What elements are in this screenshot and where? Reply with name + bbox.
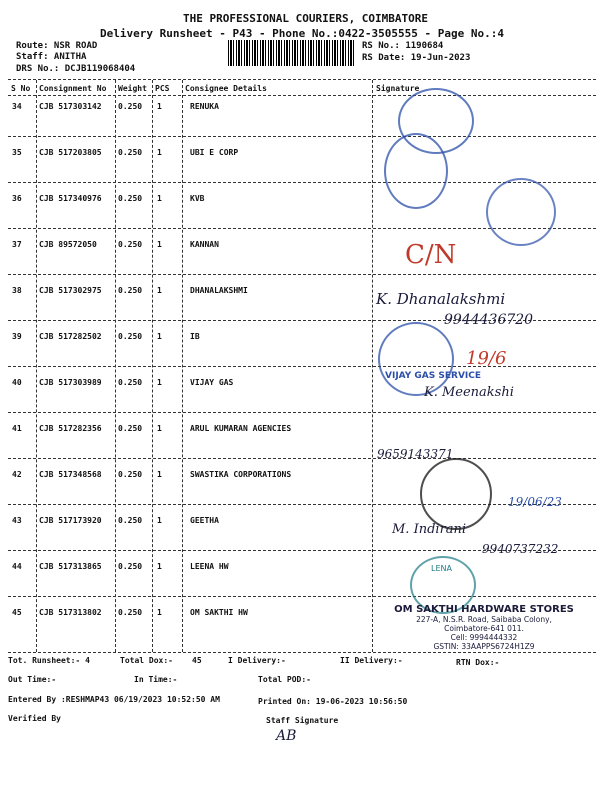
cell-weight: 0.250 (118, 286, 143, 295)
phone-note: 9659143371 (377, 447, 454, 461)
cell-sno: 44 (12, 562, 22, 571)
cell-cons: CJB 517302975 (39, 286, 102, 295)
cell-weight: 0.250 (118, 470, 143, 479)
cell-sno: 45 (12, 608, 22, 617)
cell-sno: 42 (12, 470, 22, 479)
rs-date: RS Date: 19-Jun-2023 (362, 53, 471, 63)
col-header-pcs: PCS (155, 84, 170, 93)
cell-pcs: 1 (157, 286, 162, 295)
total-dox-value: 45 (192, 656, 202, 665)
cell-cons: CJB 517303989 (39, 378, 102, 387)
shop-address: 227-A, N.S.R. Road, Saibaba Colony, (416, 615, 552, 624)
cell-weight: 0.250 (118, 608, 143, 617)
out-time: Out Time:- (8, 675, 57, 684)
cell-pcs: 1 (157, 470, 162, 479)
total-pod: Total POD:- (258, 675, 311, 684)
cell-cons: CJB 517313865 (39, 562, 102, 571)
cell-sno: 40 (12, 378, 22, 387)
cell-consignee: ARUL KUMARAN AGENCIES (190, 424, 292, 433)
cell-consignee: VIJAY GAS (190, 378, 234, 387)
signature: K. Dhanalakshmi (376, 290, 506, 308)
cell-pcs: 1 (157, 194, 162, 203)
cell-sno: 36 (12, 194, 22, 203)
cell-weight: 0.250 (118, 102, 143, 111)
cell-sno: 41 (12, 424, 22, 433)
col-header-signature: Signature (376, 84, 420, 93)
rtn-dox: RTN Dox:- (456, 658, 500, 667)
i-delivery: I Delivery:- (228, 656, 286, 665)
cell-consignee: UBI E CORP (190, 148, 239, 157)
row-divider (8, 366, 596, 367)
col-header-sno: S No (11, 84, 31, 93)
phone-note: 9944436720 (444, 312, 534, 328)
printed-on: Printed On: 19-06-2023 10:56:50 (258, 697, 408, 706)
shop-name: OM SAKTHI HARDWARE STORES (394, 604, 574, 615)
cell-pcs: 1 (157, 332, 162, 341)
cell-consignee: RENUKA (190, 102, 219, 111)
cell-pcs: 1 (157, 562, 162, 571)
cell-sno: 35 (12, 148, 22, 157)
staff-label: Staff: ANITHA (16, 52, 87, 62)
row-divider (8, 412, 596, 413)
total-dox-label: Total Dox:- (120, 656, 173, 665)
cn-mark: C/N (405, 240, 457, 270)
shop-cell: Cell: 9994444332 (450, 633, 518, 642)
cell-cons: CJB 517282356 (39, 424, 102, 433)
cell-sno: 37 (12, 240, 22, 249)
cell-weight: 0.250 (118, 194, 143, 203)
route-label: Route: NSR ROAD (16, 41, 98, 51)
page-subtitle: Delivery Runsheet - P43 - Phone No.:0422-3505555 - Page No.:4 (100, 27, 504, 40)
vijay-gas-stamp: VIJAY GAS SERVICE (385, 371, 482, 381)
cell-pcs: 1 (157, 608, 162, 617)
footer-border (8, 652, 596, 653)
staff-initials: AB (276, 728, 297, 744)
table-top-border (8, 79, 596, 80)
cell-sno: 39 (12, 332, 22, 341)
shop-gst: GSTIN: 33AAPPS6724H1Z9 (433, 642, 535, 651)
karur-vysya-stamp (486, 178, 556, 246)
cell-consignee: LEENA HW (190, 562, 229, 571)
cell-weight: 0.250 (118, 332, 143, 341)
cell-weight: 0.250 (118, 424, 143, 433)
cell-consignee: KANNAN (190, 240, 219, 249)
cell-pcs: 1 (157, 102, 162, 111)
date-mark: 19/6 (466, 348, 507, 369)
in-time: In Time:- (134, 675, 178, 684)
drs-number: DRS No.: DCJB119068404 (16, 64, 136, 74)
lena-stamp-text: LENA (431, 564, 452, 573)
table-header (0, 84, 600, 96)
page-title: THE PROFESSIONAL COURIERS, COIMBATORE (183, 12, 429, 25)
phone-note: 9940737232 (482, 542, 559, 556)
row-divider (8, 596, 596, 597)
col-header-weight: Weight (118, 84, 147, 93)
signature: M. Indirani (392, 522, 467, 537)
tot-runsheet: Tot. Runsheet:- 4 (8, 656, 90, 665)
cell-pcs: 1 (157, 148, 162, 157)
cell-cons: CJB 517173920 (39, 516, 102, 525)
cell-weight: 0.250 (118, 516, 143, 525)
cell-pcs: 1 (157, 240, 162, 249)
cell-cons: CJB 517303142 (39, 102, 102, 111)
cell-sno: 34 (12, 102, 22, 111)
cell-consignee: GEETHA (190, 516, 219, 525)
cell-cons: CJB 517348568 (39, 470, 102, 479)
cell-consignee: OM SAKTHI HW (190, 608, 248, 617)
col-header-consignment: Consignment No (39, 84, 107, 93)
row-divider (8, 274, 596, 275)
cell-consignee: KVB (190, 194, 205, 203)
col-header-consignee: Consignee Details (185, 84, 267, 93)
date-mark: 19/06/23 (508, 495, 562, 509)
cell-cons: CJB 89572050 (39, 240, 97, 249)
cell-pcs: 1 (157, 424, 162, 433)
row-divider (8, 136, 596, 137)
swastika-stamp (420, 458, 492, 530)
cell-consignee: SWASTIKA CORPORATIONS (190, 470, 292, 479)
cell-weight: 0.250 (118, 148, 143, 157)
cell-cons: CJB 517340976 (39, 194, 102, 203)
row-divider (8, 458, 596, 459)
cell-weight: 0.250 (118, 378, 143, 387)
cell-pcs: 1 (157, 378, 162, 387)
shop-address: Coimbatore-641 011. (444, 624, 524, 633)
entered-by: Entered By :RESHMAP43 06/19/2023 10:52:50 AM (8, 695, 220, 704)
cell-cons: CJB 517203805 (39, 148, 102, 157)
ii-delivery: II Delivery:- (340, 656, 403, 665)
signature: K. Meenakshi (424, 385, 514, 400)
bank-stamp (384, 133, 448, 209)
staff-signature-label: Staff Signature (266, 716, 339, 725)
barcode (228, 40, 356, 66)
cell-cons: CJB 517282502 (39, 332, 102, 341)
shop-stamp (376, 604, 592, 651)
verified-by: Verified By (8, 714, 61, 723)
cell-pcs: 1 (157, 516, 162, 525)
cell-consignee: IB (190, 332, 200, 341)
cell-weight: 0.250 (118, 240, 143, 249)
cell-sno: 43 (12, 516, 22, 525)
cell-sno: 38 (12, 286, 22, 295)
cell-weight: 0.250 (118, 562, 143, 571)
rs-number: RS No.: 1190684 (362, 41, 444, 51)
cell-consignee: DHANALAKSHMI (190, 286, 248, 295)
cell-cons: CJB 517313802 (39, 608, 102, 617)
